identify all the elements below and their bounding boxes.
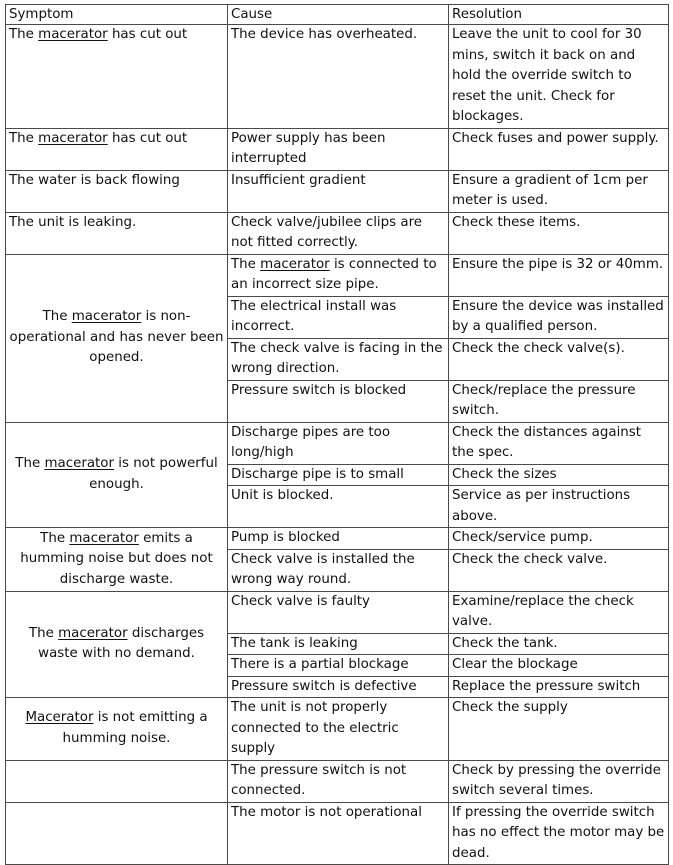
table-row <box>6 760 669 802</box>
cell-text: The <box>15 456 45 472</box>
header-symptom: Symptom <box>6 5 228 25</box>
cause-cell: Pump is blocked <box>228 528 449 550</box>
symptom-cell <box>6 528 228 592</box>
resolution-cell: Leave the unit to cool for 30 mins, switch it back on and hold the override switch to reset the unit. Check for blockages. <box>449 25 669 129</box>
cause-cell: The pressure switch is not connected. <box>228 760 449 802</box>
resolution-cell: Service as per instructions above. <box>449 486 669 528</box>
cell-text: is not powerful enough. <box>89 456 218 492</box>
cause-cell: Insufficient gradient <box>228 170 449 212</box>
resolution-cell: Check the check valve. <box>449 549 669 591</box>
macerator-term: macerator <box>260 256 330 272</box>
table-row <box>6 212 669 254</box>
resolution-cell: Examine/replace the check valve. <box>449 591 669 633</box>
table-row <box>6 528 669 550</box>
cause-cell: The motor is not operational <box>228 802 449 865</box>
table-row <box>6 254 669 296</box>
cause-cell: Discharge pipes are too long/high <box>228 422 449 464</box>
cell-text: emits a humming noise but does not discharge waste. <box>20 530 213 587</box>
cause-cell: Unit is blocked. <box>228 486 449 528</box>
resolution-cell: Check fuses and power supply. <box>449 128 669 170</box>
resolution-cell: Check by pressing the override switch several times. <box>449 760 669 802</box>
macerator-term: macerator <box>38 130 108 146</box>
troubleshooting-table <box>5 4 669 865</box>
cell-text: The unit is leaking. <box>9 214 137 230</box>
table-row <box>6 802 669 865</box>
cause-cell: The tank is leaking <box>228 633 449 655</box>
resolution-cell: Ensure a gradient of 1cm per meter is used. <box>449 170 669 212</box>
symptom-cell <box>6 254 228 422</box>
cause-cell: The device has overheated. <box>228 25 449 129</box>
resolution-cell: Check/replace the pressure switch. <box>449 380 669 422</box>
cell-text: discharges waste with no demand. <box>38 625 205 662</box>
resolution-cell: Clear the blockage <box>449 655 669 677</box>
symptom-cell <box>6 802 228 865</box>
table-row <box>6 25 669 129</box>
table-row <box>6 422 669 464</box>
resolution-cell: If pressing the override switch has no effect the motor may be dead. <box>449 802 669 865</box>
symptom-cell <box>6 422 228 528</box>
cause-cell: Pressure switch is blocked <box>228 380 449 422</box>
table-row <box>6 170 669 212</box>
cell-text: is connected to an incorrect size pipe. <box>231 256 437 292</box>
cause-cell: Discharge pipe is to small <box>228 464 449 486</box>
resolution-cell: Check the tank. <box>449 633 669 655</box>
header-row <box>6 5 669 25</box>
cause-cell: There is a partial blockage <box>228 655 449 677</box>
table-row <box>6 698 669 761</box>
macerator-term: macerator <box>71 309 142 325</box>
macerator-term: Macerator <box>25 710 94 726</box>
cause-cell: The unit is not properly connected to the electric supply <box>228 698 449 761</box>
cause-cell: Pressure switch is defective <box>228 676 449 698</box>
resolution-cell: Check the check valve(s). <box>449 338 669 380</box>
cause-cell: The electrical install was incorrect. <box>228 296 449 338</box>
cell-text: The <box>9 130 39 146</box>
cell-text: has cut out <box>107 130 188 146</box>
macerator-term: macerator <box>38 27 108 42</box>
cause-cell: The check valve is facing in the wrong direction. <box>228 338 449 380</box>
symptom-cell <box>6 760 228 802</box>
table-body <box>6 25 669 865</box>
cause-cell: Check valve is installed the wrong way round. <box>228 549 449 591</box>
symptom-cell <box>6 128 228 170</box>
resolution-cell: Check the supply <box>449 698 669 761</box>
cell-text: The <box>231 256 261 272</box>
troubleshooting-table-container <box>5 4 669 865</box>
macerator-term: macerator <box>69 530 139 546</box>
cell-text: is non-operational and has never been opened. <box>9 309 224 366</box>
resolution-cell: Replace the pressure switch <box>449 676 669 698</box>
table-row <box>6 591 669 633</box>
macerator-term: macerator <box>58 625 128 641</box>
header-resolution: Resolution <box>449 5 669 25</box>
cell-text: The <box>42 309 72 325</box>
cause-cell: Check valve is faulty <box>228 591 449 633</box>
resolution-cell: Ensure the device was installed by a qualified person. <box>449 296 669 338</box>
symptom-cell <box>6 698 228 761</box>
cell-text: The <box>40 530 70 546</box>
symptom-cell <box>6 25 228 129</box>
cell-text: The water is back flowing <box>9 172 180 188</box>
macerator-term: macerator <box>44 456 114 472</box>
resolution-cell: Check the sizes <box>449 464 669 486</box>
symptom-cell <box>6 591 228 698</box>
symptom-cell <box>6 212 228 254</box>
cell-text: has cut out <box>107 27 188 42</box>
cause-cell <box>228 254 449 296</box>
table-row <box>6 128 669 170</box>
resolution-cell: Ensure the pipe is 32 or 40mm. <box>449 254 669 296</box>
resolution-cell: Check these items. <box>449 212 669 254</box>
cause-cell: Power supply has been interrupted <box>228 128 449 170</box>
header-cause: Cause <box>228 5 449 25</box>
resolution-cell: Check/service pump. <box>449 528 669 550</box>
resolution-cell: Check the distances against the spec. <box>449 422 669 464</box>
cell-text: The <box>9 27 39 42</box>
symptom-cell <box>6 170 228 212</box>
cause-cell: Check valve/jubilee clips are not fitted correctly. <box>228 212 449 254</box>
cell-text: is not emitting a humming noise. <box>62 710 208 746</box>
cell-text: The <box>28 625 59 641</box>
